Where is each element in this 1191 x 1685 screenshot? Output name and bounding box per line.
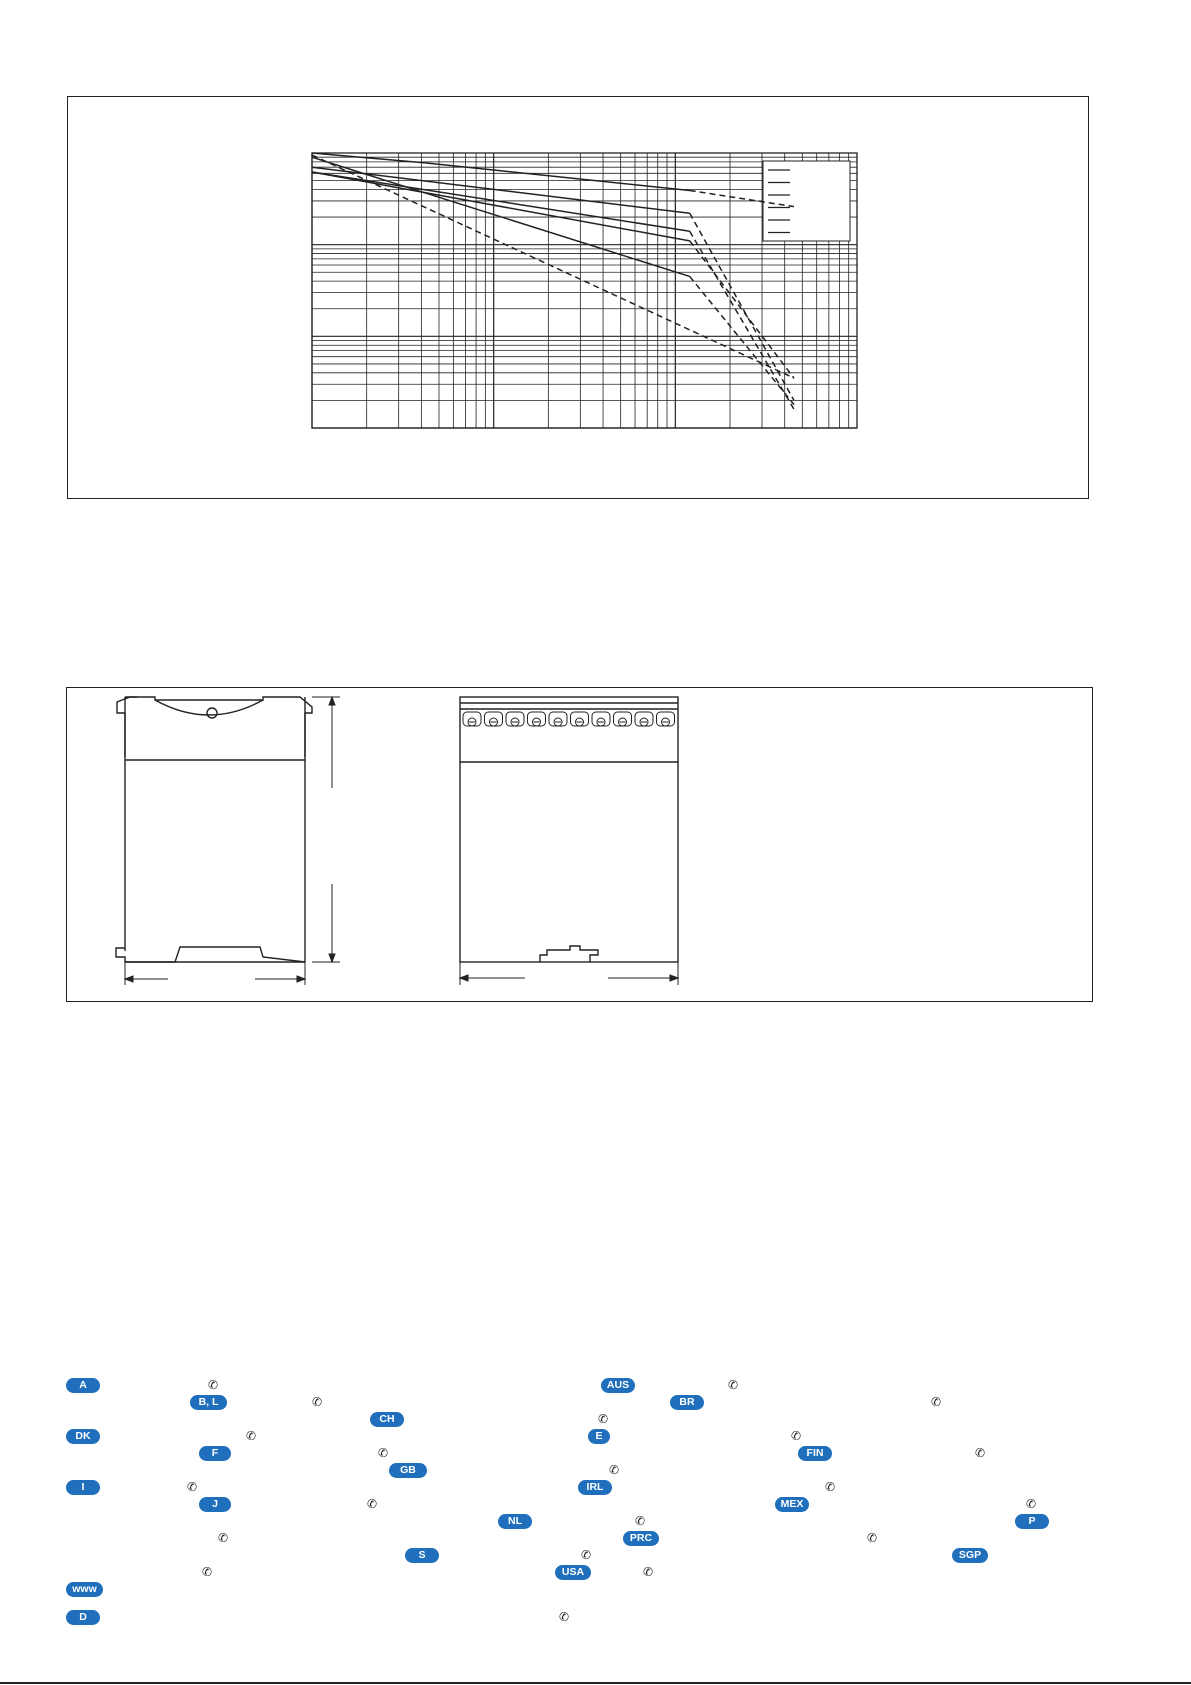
terminal-body [614, 712, 632, 726]
country-badge: AUS [601, 1378, 635, 1393]
country-badge: BR [670, 1395, 704, 1410]
country-badge: E [588, 1429, 610, 1444]
front-width-dimension [125, 962, 305, 985]
side-width-dimension [460, 962, 678, 985]
phone-icon: ✆ [728, 1378, 739, 1392]
phone-icon: ✆ [643, 1565, 654, 1579]
country-badge: PRC [623, 1531, 659, 1546]
terminal-screw [506, 712, 524, 726]
country-badge: NL [498, 1514, 532, 1529]
terminal-body [635, 712, 653, 726]
terminal-screw [528, 712, 546, 726]
country-badge: CH [370, 1412, 404, 1427]
country-badge: www [66, 1582, 103, 1597]
phone-icon: ✆ [312, 1395, 323, 1409]
country-badge: SGP [952, 1548, 988, 1563]
phone-icon: ✆ [378, 1446, 389, 1460]
country-badge: P [1015, 1514, 1049, 1529]
phone-icon: ✆ [975, 1446, 986, 1460]
country-badge: DK [66, 1429, 100, 1444]
terminal-body [463, 712, 481, 726]
country-badge: B, L [190, 1395, 227, 1410]
front-height-dimension [312, 697, 340, 962]
phone-icon: ✆ [187, 1480, 198, 1494]
country-badge: MEX [775, 1497, 809, 1512]
terminal-screw [571, 712, 589, 726]
side-view-housing [460, 697, 678, 962]
country-badge: F [199, 1446, 231, 1461]
country-badge: I [66, 1480, 100, 1495]
contact-directory [0, 1370, 1191, 1630]
country-badge: S [405, 1548, 439, 1563]
terminal-screw [463, 712, 481, 726]
country-badge: USA [555, 1565, 591, 1580]
terminal-screws [463, 712, 675, 726]
terminal-screw [549, 712, 567, 726]
terminal-screw [592, 712, 610, 726]
terminal-screw [485, 712, 503, 726]
terminal-body [571, 712, 589, 726]
phone-icon: ✆ [609, 1463, 620, 1477]
phone-icon: ✆ [635, 1514, 646, 1528]
country-badge: GB [389, 1463, 427, 1478]
phone-icon: ✆ [931, 1395, 942, 1409]
terminal-body [592, 712, 610, 726]
phone-icon: ✆ [246, 1429, 257, 1443]
phone-icon: ✆ [367, 1497, 378, 1511]
terminal-body [506, 712, 524, 726]
terminal-screw [657, 712, 675, 726]
phone-icon: ✆ [581, 1548, 592, 1562]
terminal-body [528, 712, 546, 726]
front-view-housing [116, 697, 312, 962]
footer-rule [0, 1682, 1191, 1684]
phone-icon: ✆ [559, 1610, 570, 1624]
terminal-screw [635, 712, 653, 726]
country-badge: J [199, 1497, 231, 1512]
phone-icon: ✆ [218, 1531, 229, 1545]
country-badge: FIN [798, 1446, 832, 1461]
terminal-body [549, 712, 567, 726]
phone-icon: ✆ [202, 1565, 213, 1579]
country-badge: D [66, 1610, 100, 1625]
terminal-body [657, 712, 675, 726]
phone-icon: ✆ [867, 1531, 878, 1545]
country-badge: IRL [578, 1480, 612, 1495]
phone-icon: ✆ [598, 1412, 609, 1426]
phone-icon: ✆ [791, 1429, 802, 1443]
phone-icon: ✆ [825, 1480, 836, 1494]
terminal-screw [614, 712, 632, 726]
country-badge: A [66, 1378, 100, 1393]
phone-icon: ✆ [208, 1378, 219, 1392]
phone-icon: ✆ [1026, 1497, 1037, 1511]
terminal-body [485, 712, 503, 726]
